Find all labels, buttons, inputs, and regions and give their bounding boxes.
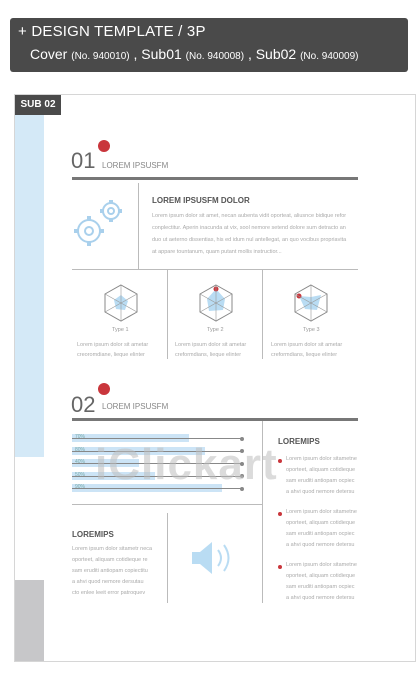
divider [167, 513, 168, 603]
bullet-dot-icon [278, 459, 282, 463]
speaker-icon [188, 538, 242, 578]
section-rule [72, 418, 358, 421]
type-label: Type 1 [112, 327, 129, 333]
type-label: Type 2 [207, 327, 224, 333]
lorem-text-line: oporteet, aliquam cotidieque re [72, 557, 148, 563]
progress-bar-label: 50% [75, 471, 86, 478]
hexagon-radar-icon [291, 283, 331, 323]
red-dot-icon [98, 140, 110, 152]
hexagon-radar-icon [101, 283, 141, 323]
template-page [14, 94, 416, 662]
gear-icon [71, 195, 127, 255]
hexagon-radar-icon [196, 283, 236, 323]
type-text-line: Lorem ipsum dolor sit ametar [271, 342, 343, 348]
type-text-line: creformdians, lieque elinter [271, 352, 338, 358]
bullet-dot-icon [278, 512, 282, 516]
bullet-dot-icon [278, 565, 282, 569]
divider [138, 183, 139, 269]
section-title: LOREM IPSUSFM [102, 402, 169, 411]
section-rule [72, 177, 358, 180]
list-item-line: oporteet, aliquam cotidieque [286, 467, 356, 473]
red-dot-icon [98, 383, 110, 395]
divider [72, 269, 358, 270]
list-item-line: a ahvi quod nemore detersu [286, 542, 355, 548]
list-item-line: a ahvi quod nemore detersu [286, 595, 355, 601]
list-item-line: sam eruditi antiopam ocpiec [286, 478, 355, 484]
list-item-line: sam eruditi antiopam ocpiec [286, 531, 355, 537]
intro-text-line: conplectitur. Aperin inacunda at vix, sool nemore setend dolore sum detracto an [152, 225, 346, 231]
list-item-line: Lorem ipsum dolor sitametne [286, 509, 357, 515]
banner-subtitle: Cover (No. 940010) , Sub01 (No. 940008) , Sub02 (No. 940009) [30, 46, 359, 62]
intro-text-line: duo ut aeterno dissentias, his ed idum nul antellegat, an quo vocibus propriavita [152, 237, 347, 243]
progress-bar-track [72, 438, 242, 439]
progress-bar-label: 40% [75, 459, 86, 465]
lorem-text-line: Lorem ipsum dolor sitametr neca [72, 546, 153, 552]
page-tag: SUB 02 [15, 95, 61, 115]
side-strip-gray [15, 580, 44, 661]
lorem-heading: LOREMIPS [278, 437, 320, 446]
type-label: Type 3 [303, 327, 320, 333]
divider [262, 269, 263, 359]
watermark: iClickart [95, 440, 278, 489]
list-item-line: oporteet, aliquam cotidieque [286, 520, 356, 526]
type-text-line: Lorem ipsum dolor sit ametar [77, 342, 149, 348]
banner-title: + DESIGN TEMPLATE / 3P [18, 23, 206, 40]
section-number: 01 [71, 148, 96, 173]
intro-text-line: at appare tountanum, quam putant mollis instructior... [152, 249, 282, 255]
list-item-line: Lorem ipsum dolor sitametne [286, 456, 357, 462]
list-item-line: sam eruditi antiopam ocpiec [286, 584, 355, 590]
list-item-line: Lorem ipsum dolor sitametne [286, 562, 357, 568]
lorem-text-line: cto enlee leeit error patroquev [72, 590, 146, 596]
type-text-line: Lorem ipsum dolor sit ametar [175, 342, 247, 348]
intro-text-line: Lorem ipsum dolor sit amet, necan aubenta vidit oporteat, aliusnce bidique refor [152, 213, 347, 219]
section-number: 02 [71, 392, 96, 417]
progress-bar-label: 90% [75, 484, 86, 490]
list-item-line: a ahvi quod nemore detersu [286, 489, 355, 495]
divider [167, 269, 168, 359]
progress-bar-label: 70% [75, 434, 86, 440]
intro-heading: LOREM IPSUSFM DOLOR [152, 196, 250, 205]
section-title: LOREM IPSUSFM [102, 161, 169, 170]
list-item-line: oporteet, aliquam cotidieque [286, 573, 356, 579]
progress-bar-label: 80% [75, 446, 86, 453]
divider [72, 504, 262, 505]
type-text-line: creoromdiane, lieque elinter [77, 352, 145, 358]
type-text-line: creformdians, lieque elinter [175, 352, 242, 358]
side-strip-light [15, 95, 44, 457]
lorem-heading: LOREMIPS [72, 530, 114, 539]
lorem-text-line: a ahvi quod nemore dersutau [72, 579, 144, 585]
lorem-text-line: sam eruditi antiopam copiectitu [72, 568, 148, 574]
header-banner [10, 18, 408, 72]
